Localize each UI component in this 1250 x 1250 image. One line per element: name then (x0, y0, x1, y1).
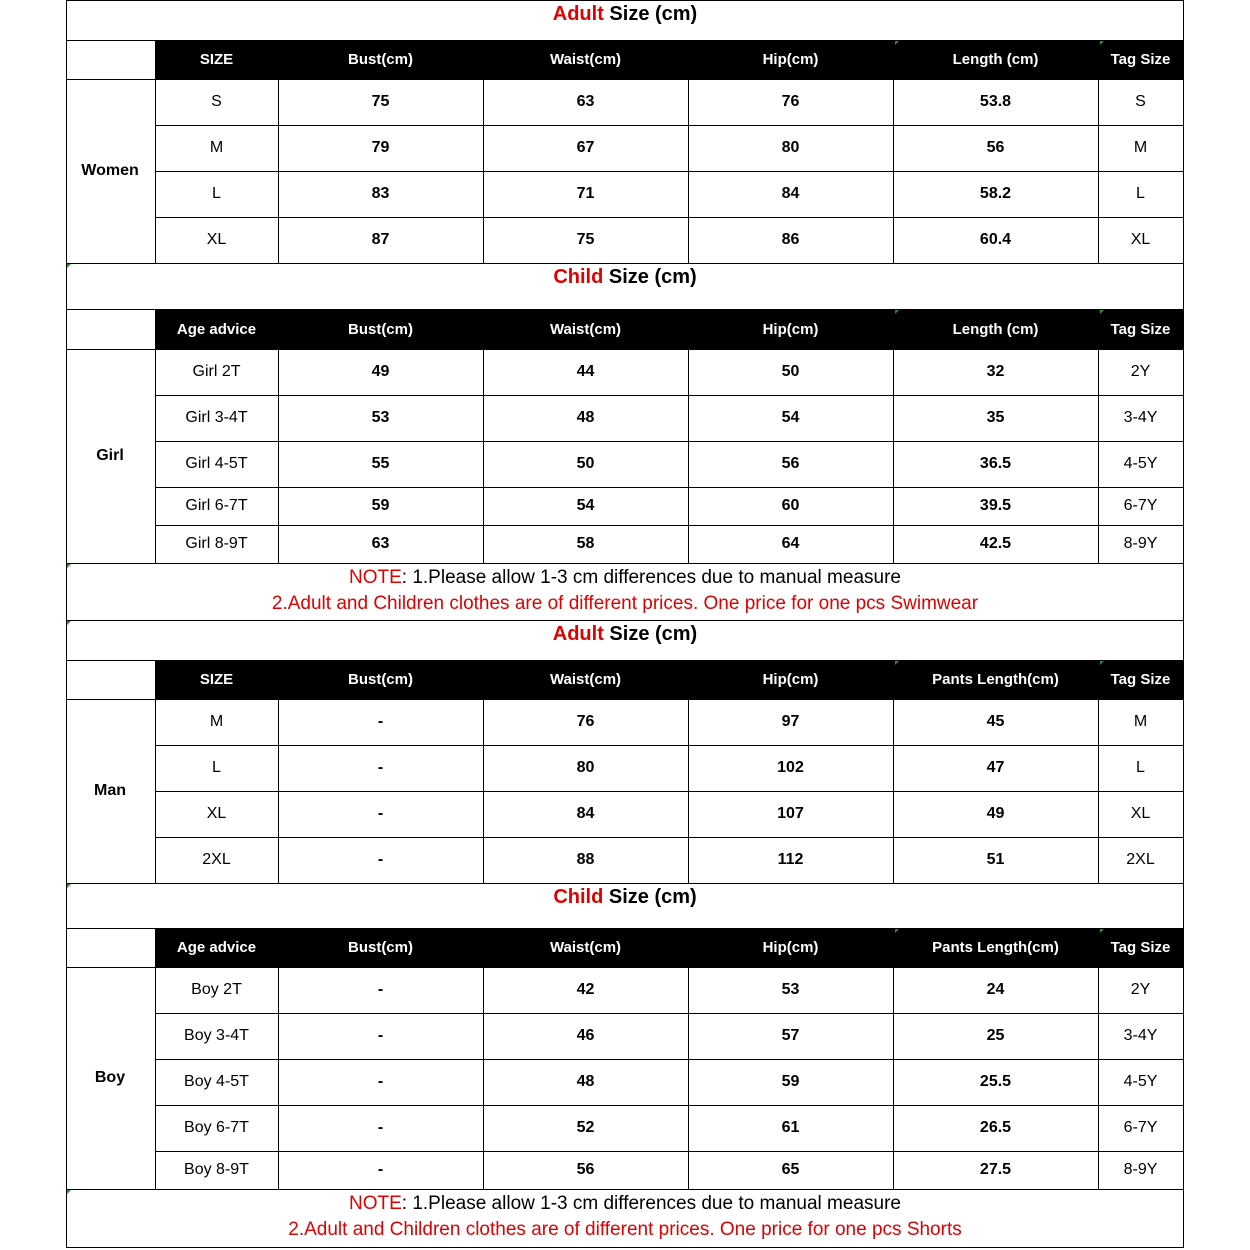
table-cell: Girl 3-4T (185, 409, 248, 426)
column-header: Tag Size (1110, 671, 1171, 688)
grid-line (893, 79, 894, 264)
table-cell: 56 (781, 455, 800, 472)
cell-marker (67, 884, 71, 888)
column-header: Hip(cm) (762, 671, 819, 688)
grid-line (278, 967, 279, 1190)
table-cell: 39.5 (979, 497, 1012, 514)
section-title-text: Size (cm) (603, 886, 697, 908)
table-cell: 88 (576, 851, 595, 868)
table-cell: - (377, 805, 384, 822)
table-cell: 80 (781, 139, 800, 156)
size-chart (66, 0, 1184, 1248)
cell-marker (1100, 661, 1104, 665)
table-cell: 2XL (1126, 851, 1155, 868)
section-title-highlight: Adult (552, 3, 604, 25)
table-cell: M (1133, 713, 1148, 730)
table-cell: Boy 8-9T (184, 1161, 249, 1178)
column-header: SIZE (199, 671, 234, 688)
cell-marker (895, 310, 899, 314)
column-header: Length (cm) (952, 51, 1039, 68)
table-cell: M (209, 713, 224, 730)
table-cell: 6-7Y (1123, 1119, 1158, 1136)
table-cell: 102 (777, 759, 804, 776)
group-label: Girl (96, 447, 124, 464)
column-header: Length (cm) (952, 320, 1039, 338)
column-header: Hip(cm) (762, 51, 819, 68)
grid-line (1098, 699, 1099, 884)
table-cell: 47 (986, 759, 1005, 776)
table-cell: M (1133, 139, 1148, 156)
table-cell: 53 (371, 409, 390, 426)
note-label: NOTE (349, 1193, 402, 1214)
section-title-highlight: Child (553, 266, 604, 288)
column-header: Tag Size (1110, 320, 1171, 338)
grid-line (1098, 967, 1099, 1190)
table-cell: 50 (781, 363, 800, 380)
table-cell: 59 (781, 1073, 800, 1090)
table-cell: 79 (371, 139, 390, 156)
column-header: Tag Size (1110, 51, 1171, 68)
grid-line (66, 883, 1184, 884)
table-cell: 84 (781, 185, 800, 202)
column-header: Bust(cm) (347, 671, 413, 688)
table-cell: - (377, 713, 384, 730)
table-cell: 8-9Y (1123, 535, 1158, 552)
column-header: Age advice (176, 320, 257, 338)
table-cell: 76 (781, 93, 800, 110)
grid-line (278, 349, 279, 564)
note-line-1 (66, 567, 1184, 589)
table-cell: 53 (781, 981, 800, 998)
grid-line (66, 1189, 1184, 1190)
table-cell: 60.4 (979, 231, 1012, 248)
table-cell: 76 (576, 713, 595, 730)
grid-line (483, 699, 484, 884)
table-cell: 60 (781, 497, 800, 514)
column-header: Tag Size (1110, 939, 1171, 956)
table-cell: Boy 6-7T (184, 1119, 249, 1136)
column-header: Waist(cm) (549, 939, 622, 956)
grid-line (66, 0, 1184, 1)
table-cell: 48 (576, 409, 595, 426)
table-cell: 59 (371, 497, 390, 514)
table-header-row (155, 40, 1184, 79)
table-cell: 4-5Y (1123, 455, 1158, 472)
table-cell: 6-7Y (1123, 497, 1158, 514)
table-cell: 25.5 (979, 1073, 1012, 1090)
note-label: NOTE (349, 567, 402, 588)
table-cell: 83 (371, 185, 390, 202)
grid-line (688, 349, 689, 564)
table-cell: 86 (781, 231, 800, 248)
column-header: Bust(cm) (347, 51, 413, 68)
table-cell: XL (206, 805, 227, 822)
column-header: Hip(cm) (762, 939, 819, 956)
table-cell: S (1135, 93, 1146, 110)
table-cell: 8-9Y (1123, 1161, 1158, 1178)
table-cell: 45 (986, 713, 1005, 730)
table-cell: 58 (576, 535, 595, 552)
table-cell: 2Y (1130, 981, 1151, 998)
table-cell: 32 (986, 363, 1005, 380)
grid-line (688, 699, 689, 884)
table-header-row (155, 928, 1184, 967)
section-title (66, 886, 1184, 909)
note-text: : 1.Please allow 1-3 cm differences due to manual measure (401, 567, 901, 588)
table-cell: 36.5 (979, 455, 1012, 472)
table-cell: L (1136, 759, 1145, 776)
table-cell: 2Y (1130, 363, 1151, 380)
table-cell: Boy 3-4T (184, 1027, 249, 1044)
table-cell: 55 (371, 455, 390, 472)
table-cell: 51 (986, 851, 1005, 868)
table-cell: 54 (576, 497, 595, 514)
cell-marker (1100, 929, 1104, 933)
table-cell: 42 (576, 981, 595, 998)
grid-line (893, 699, 894, 884)
grid-line (483, 79, 484, 264)
column-header: SIZE (199, 51, 234, 68)
grid-line (66, 620, 1184, 621)
cell-marker (67, 264, 71, 268)
table-cell: 112 (777, 851, 804, 868)
table-cell: 4-5Y (1123, 1073, 1158, 1090)
table-cell: 49 (986, 805, 1005, 822)
cell-marker (67, 564, 71, 568)
section-title-highlight: Child (553, 886, 604, 908)
table-cell: 3-4Y (1123, 409, 1158, 426)
column-header: Waist(cm) (549, 671, 622, 688)
table-cell: 61 (781, 1119, 800, 1136)
cell-marker (895, 41, 899, 45)
table-cell: 35 (986, 409, 1005, 426)
table-cell: 27.5 (979, 1161, 1012, 1178)
grid-line (688, 79, 689, 264)
table-cell: M (209, 139, 224, 156)
table-cell: 2XL (202, 851, 231, 868)
table-cell: - (377, 1027, 384, 1044)
table-cell: 67 (576, 139, 595, 156)
table-cell: 25 (986, 1027, 1005, 1044)
grid-line (483, 349, 484, 564)
grid-line (893, 967, 894, 1190)
note-text: : 1.Please allow 1-3 cm differences due to manual measure (401, 1193, 901, 1214)
column-header: Hip(cm) (762, 320, 819, 338)
table-cell: S (211, 93, 222, 110)
note-block (66, 1193, 1184, 1241)
table-cell: - (377, 1073, 384, 1090)
table-cell: 49 (371, 363, 390, 380)
table-cell: Boy 2T (191, 981, 242, 998)
table-cell: L (212, 759, 221, 776)
table-cell: 63 (371, 535, 390, 552)
column-header: Bust(cm) (347, 320, 413, 338)
table-cell: Girl 8-9T (185, 535, 248, 552)
section-title (66, 266, 1184, 289)
cell-marker (67, 621, 71, 625)
table-cell: L (1136, 185, 1145, 202)
grid-line (688, 967, 689, 1190)
grid-line (278, 699, 279, 884)
table-header-row (155, 309, 1184, 349)
table-cell: 84 (576, 805, 595, 822)
table-cell: 65 (781, 1161, 800, 1178)
table-cell: XL (206, 231, 227, 248)
table-cell: 46 (576, 1027, 595, 1044)
column-header: Waist(cm) (549, 320, 622, 338)
grid-line (66, 563, 1184, 564)
table-cell: XL (1130, 231, 1151, 248)
table-cell: - (377, 851, 384, 868)
table-cell: 75 (576, 231, 595, 248)
table-cell: 58.2 (979, 185, 1012, 202)
table-cell: 44 (576, 363, 595, 380)
cell-marker (895, 929, 899, 933)
section-title-highlight: Adult (552, 623, 604, 645)
grid-line (66, 263, 1184, 264)
table-cell: 24 (986, 981, 1005, 998)
table-cell: 57 (781, 1027, 800, 1044)
table-cell: - (377, 981, 384, 998)
table-cell: Girl 6-7T (185, 497, 248, 514)
column-header: Age advice (176, 939, 257, 956)
table-cell: 87 (371, 231, 390, 248)
table-cell: 42.5 (979, 535, 1012, 552)
column-header: Waist(cm) (549, 51, 622, 68)
group-label: Women (81, 162, 139, 179)
table-cell: - (377, 759, 384, 776)
column-header: Bust(cm) (347, 939, 413, 956)
table-cell: 26.5 (979, 1119, 1012, 1136)
table-cell: Girl 2T (192, 363, 241, 380)
note-line-1 (66, 1193, 1184, 1215)
table-cell: - (377, 1161, 384, 1178)
section-title (66, 623, 1184, 646)
note-block (66, 567, 1184, 615)
grid-line (1098, 79, 1099, 264)
table-cell: 52 (576, 1119, 595, 1136)
cell-marker (895, 661, 899, 665)
group-label: Man (94, 782, 126, 799)
table-cell: 75 (371, 93, 390, 110)
note-line-2: 2.Adult and Children clothes are of different prices. One price for one pcs Swimwear (271, 593, 979, 614)
table-cell: L (212, 185, 221, 202)
grid-line (483, 967, 484, 1190)
table-cell: 64 (781, 535, 800, 552)
table-cell: 107 (777, 805, 804, 822)
table-cell: 50 (576, 455, 595, 472)
table-cell: - (377, 1119, 384, 1136)
group-label: Boy (94, 1069, 126, 1086)
table-header-row (155, 660, 1184, 699)
table-cell: XL (1130, 805, 1151, 822)
table-cell: Girl 4-5T (185, 455, 248, 472)
section-title-text: Size (cm) (603, 3, 698, 25)
table-cell: 3-4Y (1123, 1027, 1158, 1044)
table-cell: 48 (576, 1073, 595, 1090)
table-cell: Boy 4-5T (184, 1073, 249, 1090)
grid-line (893, 349, 894, 564)
table-cell: 54 (781, 409, 800, 426)
table-cell: 56 (576, 1161, 595, 1178)
section-title (66, 3, 1184, 26)
grid-line (66, 1247, 1184, 1248)
grid-line (278, 79, 279, 264)
grid-line (1098, 349, 1099, 564)
section-title-text: Size (cm) (603, 266, 697, 288)
cell-marker (1100, 41, 1104, 45)
table-cell: 53.8 (979, 93, 1012, 110)
section-title-text: Size (cm) (603, 623, 698, 645)
table-cell: 63 (576, 93, 595, 110)
table-cell: 56 (986, 139, 1005, 156)
table-cell: 80 (576, 759, 595, 776)
cell-marker (1100, 310, 1104, 314)
table-cell: 97 (781, 713, 800, 730)
cell-marker (67, 1190, 71, 1194)
note-line-2: 2.Adult and Children clothes are of different prices. One price for one pcs Shorts (288, 1219, 962, 1240)
column-header: Pants Length(cm) (932, 939, 1059, 956)
column-header: Pants Length(cm) (932, 671, 1059, 688)
table-cell: 71 (576, 185, 595, 202)
